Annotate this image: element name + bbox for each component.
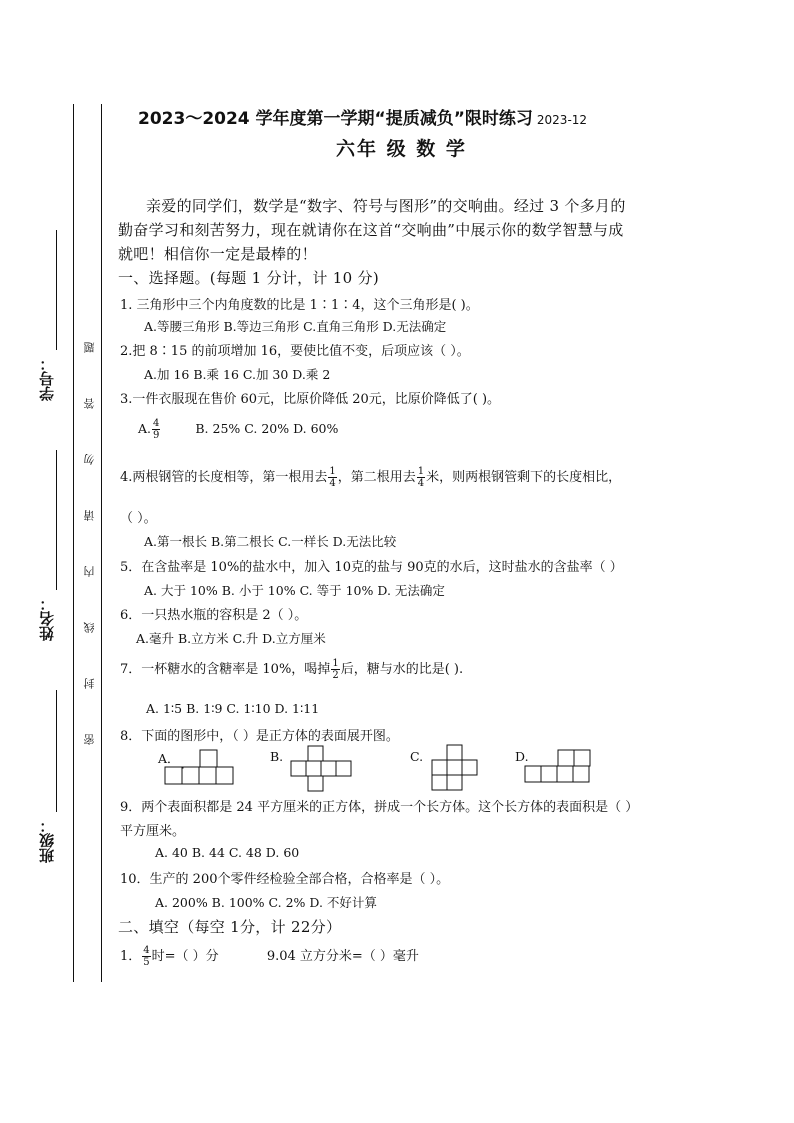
- question-9-line-2: 平方厘米。: [120, 824, 186, 839]
- exam-subtitle: 六年 级 数 学: [336, 138, 467, 160]
- question-4: [120, 466, 621, 489]
- fraction-denominator: 5: [143, 957, 150, 968]
- cube-net-d: [524, 749, 594, 787]
- cube-net-b: [290, 745, 366, 793]
- seal-char: 勿: [83, 454, 96, 465]
- fill-question-1-prefix: 1．: [120, 949, 142, 964]
- question-10-options[interactable]: A. 200% B. 100% C. 2% D. 不好计算: [155, 895, 377, 910]
- seal-char: 请: [83, 510, 96, 521]
- student-no-field[interactable]: [56, 230, 57, 350]
- question-8-label-a[interactable]: A．: [158, 751, 180, 766]
- fraction: [142, 945, 150, 968]
- fill-question-1-text-b[interactable]: 9.04 立方分米=（ ）毫升: [266, 949, 419, 964]
- question-6-options[interactable]: A.毫升 B.立方米 C.升 D.立方厘米: [136, 631, 326, 646]
- exam-title: [138, 104, 587, 129]
- name-label: 姓名：: [38, 596, 56, 641]
- fraction-numerator: 1: [329, 466, 336, 477]
- question-9: 9．两个表面积都是 24 平方厘米的正方体，拼成一个长方体。这个长方体的表面积是（ ）: [120, 800, 639, 815]
- question-7-text-a: 7．一杯糖水的含糖率是 10%，喝掉: [120, 662, 331, 677]
- seal-char: 线: [83, 622, 96, 633]
- name-field[interactable]: [56, 450, 57, 590]
- fraction-denominator: 4: [329, 478, 336, 489]
- question-10: 10．生产的 200个零件经检验全部合格，合格率是（ ）。: [120, 872, 450, 887]
- cube-net-c: [431, 744, 481, 792]
- question-2: 2.把 8∶15 的前项增加 16，要使比值不变，后项应该（ ）。: [120, 344, 470, 359]
- question-7-options[interactable]: A. 1∶5 B. 1∶9 C. 1∶10 D. 1∶11: [146, 701, 320, 716]
- question-4-text-b: ，第二根用去: [337, 470, 416, 485]
- intro-line-2: 勤奋学习和刻苦努力，现在就请你在这首“交响曲”中展示你的数学智慧与成: [118, 221, 624, 239]
- fill-question-1: [120, 945, 419, 968]
- fraction: [331, 658, 339, 681]
- fraction-numerator: 1: [332, 658, 339, 669]
- exam-date: 2023-12: [536, 113, 588, 127]
- fraction-numerator: 4: [153, 418, 160, 429]
- fraction: [417, 466, 425, 489]
- fraction-denominator: 2: [332, 670, 339, 681]
- question-7: [120, 658, 463, 681]
- question-5-options[interactable]: A. 大于 10% B. 小于 10% C. 等于 10% D. 无法确定: [144, 583, 445, 598]
- question-4-options[interactable]: A.第一根长 B.第二根长 C.一样长 D.无法比较: [144, 534, 397, 549]
- student-no-label: 学号：: [38, 356, 56, 401]
- question-8-label-c[interactable]: C.: [410, 749, 424, 764]
- seal-char: 内: [83, 566, 96, 577]
- binding-line-inner: [101, 104, 102, 982]
- fill-question-1-text-a[interactable]: 时=（ ）分: [151, 949, 219, 964]
- section-2-heading: 二、填空（每空 1分，计 22分）: [118, 918, 342, 936]
- question-4-text-c: 米，则两根钢管剩下的长度相比，: [426, 470, 622, 485]
- cube-net-a: [164, 749, 240, 787]
- question-8-label-b[interactable]: B.: [270, 749, 284, 764]
- intro-line-1: 亲爱的同学们，数学是“数字、符号与图形”的交响曲。经过 3 个多月的: [146, 197, 626, 215]
- question-7-text-b: 后，糖与水的比是( ).: [340, 662, 464, 677]
- fraction-denominator: 4: [417, 478, 425, 489]
- fraction-denominator: 9: [153, 430, 160, 441]
- fraction: [328, 466, 336, 489]
- seal-char: 封: [83, 678, 96, 689]
- question-4-blank[interactable]: （ ）。: [120, 511, 157, 526]
- fraction: [152, 418, 160, 441]
- seal-char: 密: [83, 734, 96, 745]
- fraction-numerator: 4: [143, 945, 150, 956]
- fraction-numerator: 1: [417, 466, 425, 477]
- seal-char: 题: [83, 342, 96, 353]
- section-1-heading: 一、选择题。(每题 1 分计，计 10 分): [118, 269, 380, 287]
- binding-line-outer: [73, 104, 74, 982]
- class-field[interactable]: [56, 690, 57, 812]
- question-1-options[interactable]: A.等腰三角形 B.等边三角形 C.直角三角形 D.无法确定: [144, 319, 447, 334]
- question-8-label-d[interactable]: D.: [515, 749, 529, 764]
- question-2-options[interactable]: A.加 16 B.乘 16 C.加 30 D.乘 2: [144, 367, 331, 382]
- question-5: 5．在含盐率是 10%的盐水中，加入 10克的盐与 90克的水后，这时盐水的含盐率（ ）: [120, 560, 623, 575]
- question-3: 3.一件衣服现在售价 60元，比原价降低 20元，比原价降低了( )。: [120, 392, 501, 407]
- question-4-text-a: 4.两根钢管的长度相等，第一根用去: [120, 470, 328, 485]
- question-8: 8．下面的图形中，（ ）是正方体的表面展开图。: [120, 729, 399, 744]
- question-3-options-rest: B. 25% C. 20% D. 60%: [195, 421, 339, 436]
- intro-line-3: 就吧！相信你一定是最棒的！: [118, 245, 317, 263]
- exam-title-text: 2023～2024 学年度第一学期“提质减负”限时练习: [138, 109, 533, 129]
- question-9-options[interactable]: A. 40 B. 44 C. 48 D. 60: [155, 845, 300, 860]
- question-3-options[interactable]: [138, 418, 338, 441]
- question-1: 1. 三角形中三个内角度数的比是 1∶1∶4，这个三角形是( )。: [120, 298, 479, 313]
- seal-char: 答: [83, 398, 96, 409]
- question-3-option-a-prefix: A.: [138, 421, 152, 436]
- question-6: 6．一只热水瓶的容积是 2（ ）。: [120, 608, 308, 623]
- class-label: 班级：: [38, 818, 56, 863]
